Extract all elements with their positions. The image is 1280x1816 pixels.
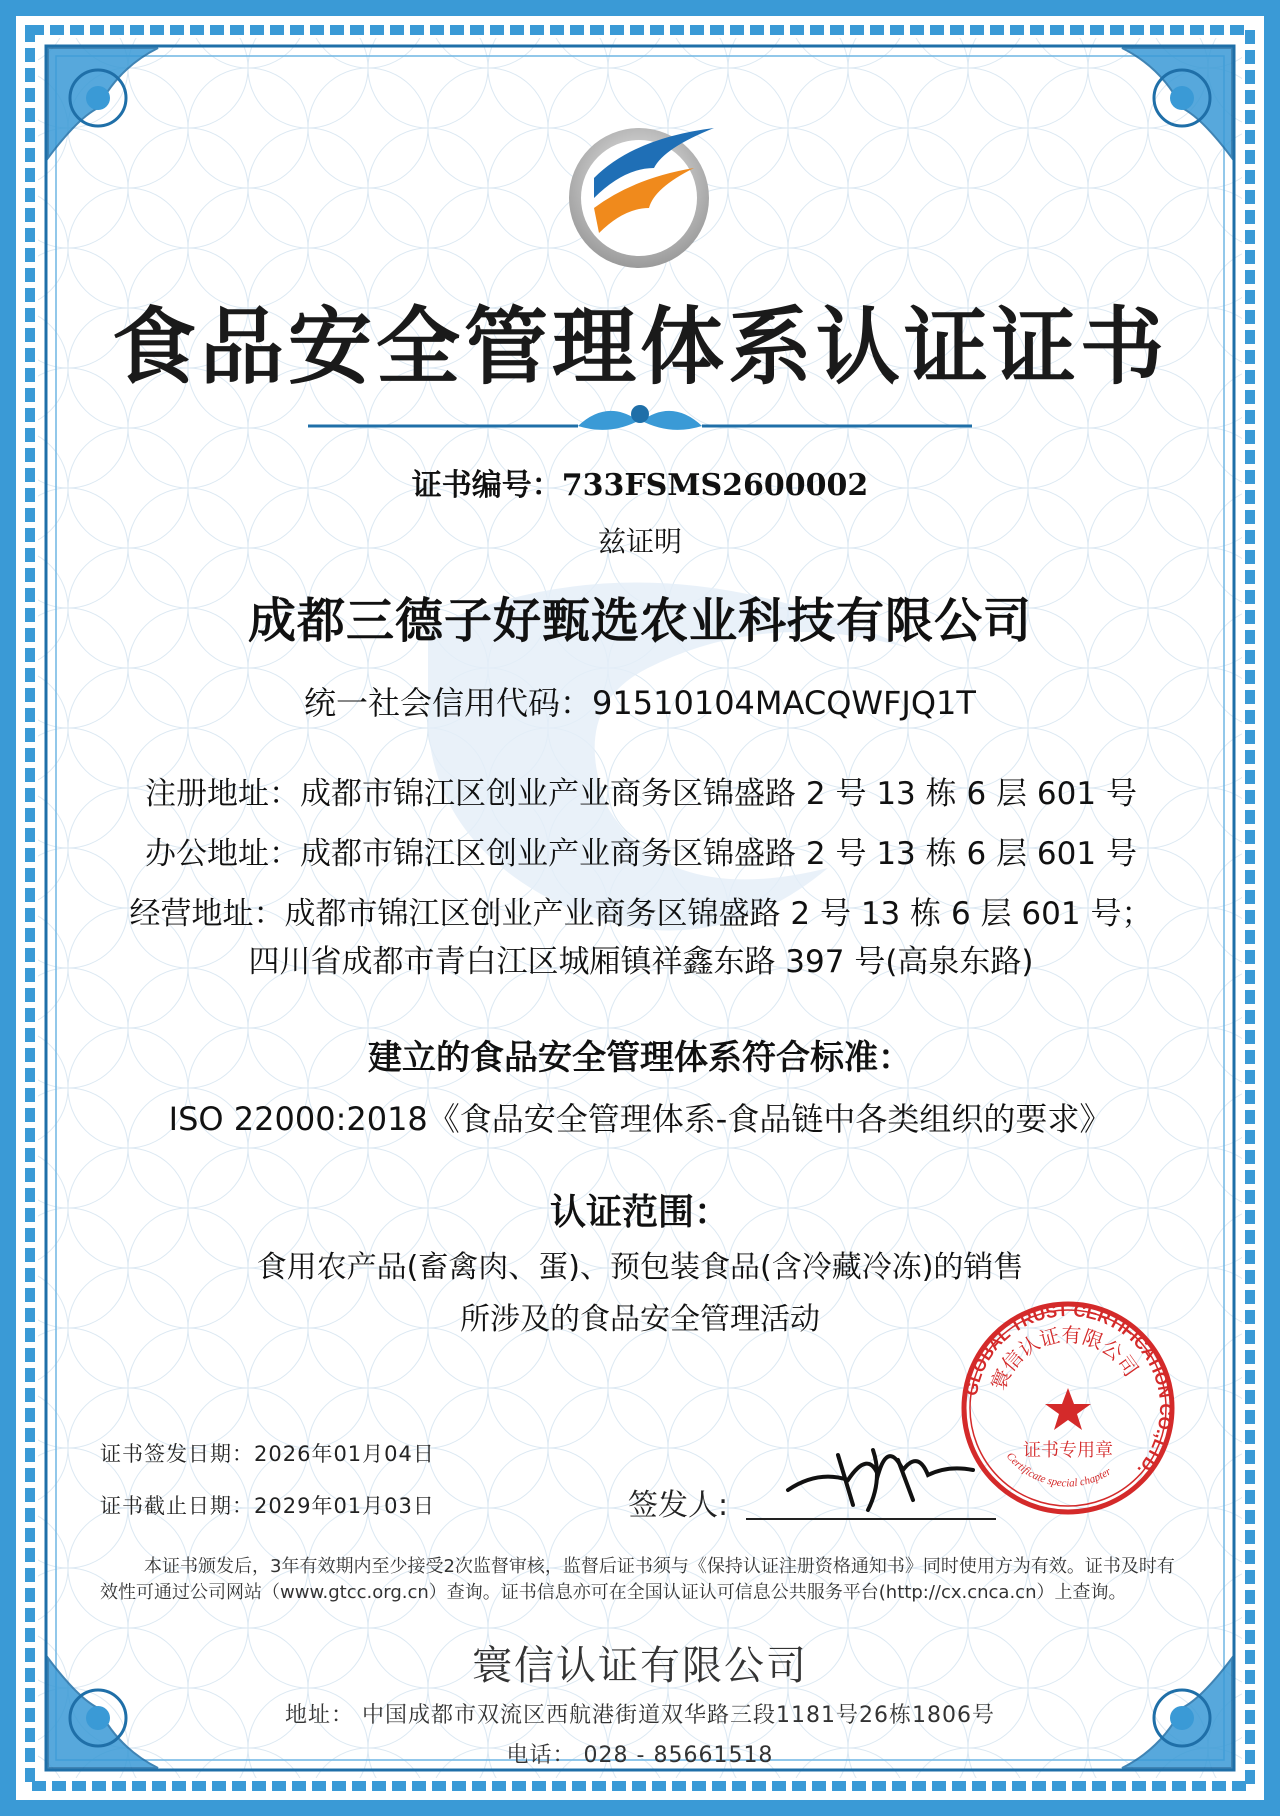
office-address: 办公地址：成都市锦江区创业产业商务区锦盛路 2 号 13 栋 6 层 601 号: [145, 836, 1137, 872]
certificate-title: 食品安全管理体系认证证书: [111, 298, 1168, 396]
company-name: 成都三德子好甄选农业科技有限公司: [247, 593, 1032, 649]
seal-outer-text: GLOBAL TRUST CERTIFICATION CO.,LTD.: [961, 1300, 1176, 1480]
business-address-line1: 经营地址：成都市锦江区创业产业商务区锦盛路 2 号 13 栋 6 层 601 号；: [129, 896, 1153, 932]
standard-heading: 建立的食品安全管理体系符合标准：: [368, 1038, 912, 1078]
business-address-line2: 四川省成都市青白江区城厢镇祥鑫东路 397 号(高泉东路): [248, 944, 1034, 980]
seal-bottom-text: Certificate special chapter: [1003, 1450, 1114, 1490]
issuer-address: 地址： 中国成都市双流区西航港街道双华路三段1181号26栋1806号: [285, 1703, 995, 1728]
issuer-phone: 电话： 028 - 85661518: [506, 1743, 774, 1768]
scope-line-2: 所涉及的食品安全管理活动: [460, 1302, 820, 1337]
standard-text: ISO 22000:2018《食品安全管理体系-食品链中各类组织的要求》: [168, 1100, 1112, 1138]
seal-center-label: 证书专用章: [1023, 1440, 1113, 1461]
official-seal: [958, 1298, 1178, 1518]
issuer-name: 寰信认证有限公司: [472, 1643, 808, 1689]
issue-date: 证书签发日期：2026年01月04日: [100, 1442, 435, 1466]
validity-notice: 本证书颁发后，3年有效期内至少接受2次监督审核，监督后证书须与《保持认证注册资格通知书》同时使用方为有效。证书及时有效性可通过公司网站（www.gtcc.org.cn）查询。证书信息亦可在全国认证认可信息公共服务平台(http://cx.cnca.cn）上查询。: [100, 1556, 1175, 1603]
signer-label: 签发人:: [628, 1488, 729, 1523]
hereby-certify: 兹证明: [597, 525, 682, 558]
seal-star-icon: [1045, 1388, 1091, 1430]
title-ornament: [308, 396, 972, 442]
scope-line-1: 食用农产品(畜禽肉、蛋)、预包装食品(含冷藏冷冻)的销售: [256, 1250, 1024, 1285]
scope-heading: 认证范围：: [549, 1192, 730, 1233]
handwritten-signature: [778, 1420, 978, 1520]
certificate-sheet: [8, 8, 1272, 1808]
credit-code: 统一社会信用代码：91510104MACQWFJQ1T: [304, 684, 976, 722]
expiry-date: 证书截止日期：2029年01月03日: [100, 1494, 435, 1518]
seal-inner-text: 寰信认证有限公司: [985, 1322, 1144, 1394]
company-logo-icon: [554, 108, 724, 278]
registered-address: 注册地址：成都市锦江区创业产业商务区锦盛路 2 号 13 栋 6 层 601 号: [145, 776, 1137, 812]
certificate-number: 证书编号：733FSMS2600002: [411, 468, 869, 503]
